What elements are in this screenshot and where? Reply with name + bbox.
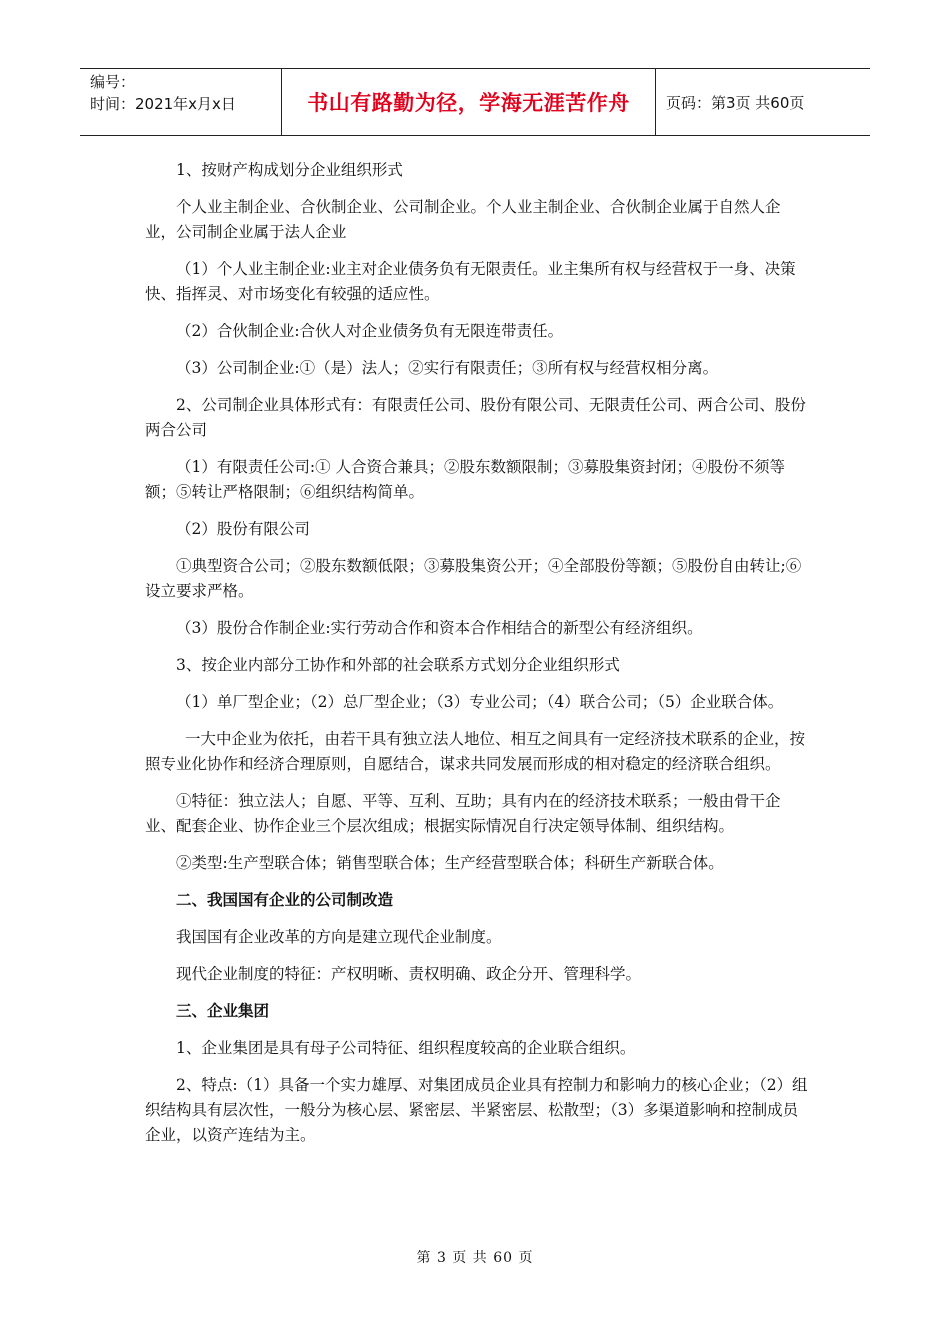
paragraph: 我国国有企业改革的方向是建立现代企业制度。 xyxy=(176,928,502,946)
page-footer: 第 3 页 共 60 页 xyxy=(416,1250,534,1266)
paragraph: 现代企业制度的特征：产权明晰、责权明确、政企分开、管理科学。 xyxy=(176,965,642,983)
paragraph: ①典型资合公司；②股东数额低限；③募股集资公开；④全部股份等额；⑤股份自由转让;⑥ 设立要求严格。 xyxy=(145,557,802,600)
paragraph: ①特征：独立法人；自愿、平等、互利、互助；具有内在的经济技术联系；一般由骨干企业、配套企业、协作企业三个层次组成；根据实际情况自行决定领导体制、组织结构。 xyxy=(145,792,781,835)
paragraph: 个人业主制企业、合伙制企业、公司制企业。个人业主制企业、合伙制企业属于自然人企业，公司制企业属于法人企业 xyxy=(145,198,781,241)
document-date-label: 时间：2021年x月x日 xyxy=(90,95,236,113)
paragraph: 2、特点:（1）具备一个实力雄厚、对集团成员企业具有控制力和影响力的核心企业；（2）组织结构具有层次性，一般分为核心层、紧密层、半紧密层、松散型；（3）多渠道影响和控制成员企业，以资产连结为主。 xyxy=(145,1076,808,1144)
paragraph: 1、企业集团是具有母子公司特征、组织程度较高的企业联合组织。 xyxy=(176,1039,636,1057)
paragraph: 2、公司制企业具体形式有：有限责任公司、股份有限公司、无限责任公司、两合公司、股份两合公司 xyxy=(145,396,806,439)
header-motto: 书山有路勤为径，学海无涯苦作舟 xyxy=(282,69,656,135)
paragraph: （3）股份合作制企业:实行劳动合作和资本合作相结合的新型公有经济组织。 xyxy=(176,619,703,637)
paragraph: （1）单厂型企业；（2）总厂型企业；（3）专业公司；（4）联合公司；（5）企业联合体。 xyxy=(176,693,784,711)
paragraph: 1、按财产构成划分企业组织形式 xyxy=(176,161,403,179)
paragraph: 3、按企业内部分工协作和外部的社会联系方式划分企业组织形式 xyxy=(176,656,620,674)
paragraph: （2）合伙制企业:合伙人对企业债务负有无限连带责任。 xyxy=(176,322,564,340)
paragraph: （1）个人业主制企业:业主对企业债务负有无限责任。业主集所有权与经营权于一身、决策快、指挥灵、对市场变化有较强的适应性。 xyxy=(145,260,796,303)
paragraph: 一大中企业为依托，由若干具有独立法人地位、相互之间具有一定经济技术联系的企业，按照专业化协作和经济合理原则，自愿结合，谋求共同发展而形成的相对稳定的经济联合组织。 xyxy=(145,730,806,773)
section-heading: 二、我国国有企业的公司制改造 xyxy=(176,891,394,909)
paragraph: （3）公司制企业:①（是）法人；②实行有限责任；③所有权与经营权相分离。 xyxy=(176,359,719,377)
page-header xyxy=(80,68,870,136)
paragraph: （1）有限责任公司:① 人合资合兼具；②股东数额限制；③募股集资封闭；④股份不须等额；⑤转让严格限制；⑥组织结构简单。 xyxy=(145,458,786,501)
document-body xyxy=(145,158,810,1160)
section-heading: 三、企业集团 xyxy=(176,1002,270,1020)
header-page-info: 页码：第3页 共60页 xyxy=(666,93,805,112)
paragraph: ②类型:生产型联合体；销售型联合体；生产经营型联合体；科研生产新联合体。 xyxy=(176,854,724,872)
paragraph: （2）股份有限公司 xyxy=(176,520,310,538)
header-meta xyxy=(80,69,282,135)
document-number-label: 编号： xyxy=(90,73,136,91)
